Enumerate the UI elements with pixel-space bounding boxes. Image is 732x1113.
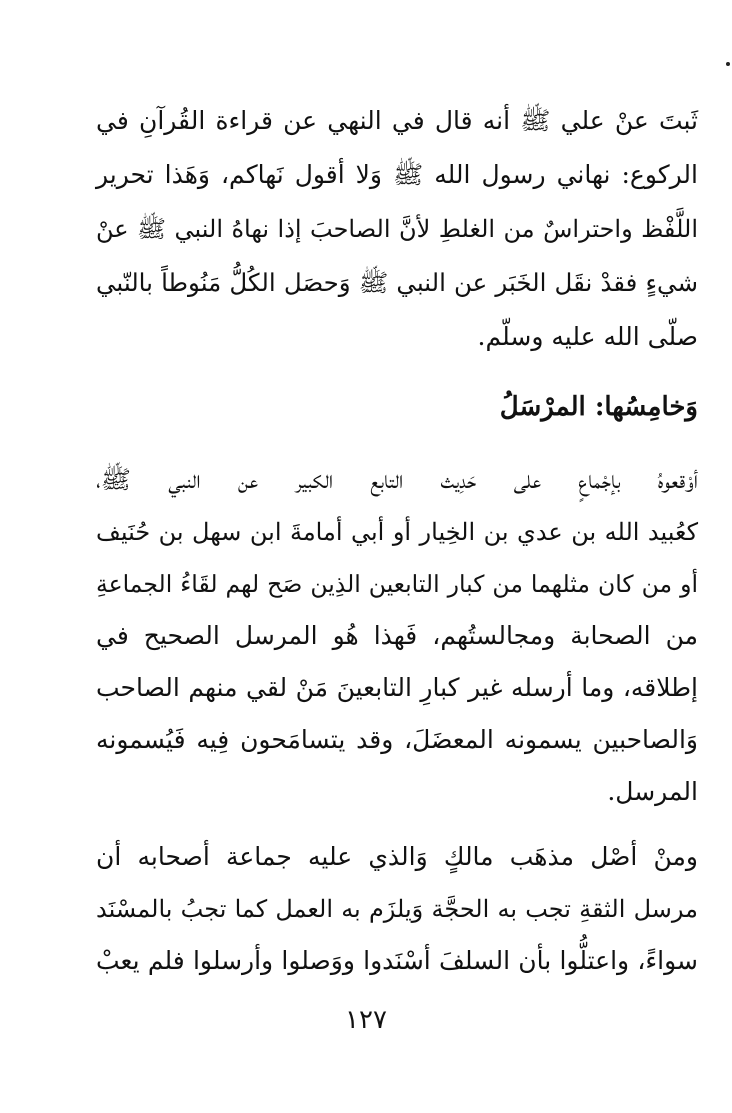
page-number: ١٢٧ — [345, 1005, 387, 1035]
paragraph-line: ثَبتَ عنْ علي ﷺ أنه قال في النهي عن قراءة القُرآنِ في — [96, 106, 698, 135]
paragraph-line: اللَّفْظ واحتراسٌ من الغلطِ لأنَّ الصاحبَ إذا نهاهُ النبي ﷺ عنْ — [96, 215, 698, 243]
paragraph-line: صلّى الله عليه وسلّم. — [477, 322, 698, 351]
paragraph-line: أو من كان مثلهما من كبار التابعين الذِين صَح لهم لقَاءُ الجماعةِ — [96, 570, 698, 598]
paragraph-line: كعُبيد الله بن عدي بن الخِيار أو أبي أمامةَ ابن سهل بن حُنَيف — [96, 518, 698, 546]
paragraph-line: شيءٍ فقدْ نقَل الخَبَر عن النبي ﷺ وَحصَل الكُلُّ مَنُوطاً بالنّبي — [96, 268, 698, 297]
paragraph-line: من الصحابة ومجالستُهم، فَهذا هُو المرسل الصحيح في — [96, 621, 698, 650]
edge-mark — [726, 62, 730, 66]
paragraph-line: ومنْ أصْل مذهَب مالكٍ وَالذي عليه جماعة أصحابه أن — [96, 842, 698, 871]
paragraph-line: سواءً، واعتلُّوا بأن السلفَ أسْنَدوا ووَصلوا وأرسلوا فلم يعبْ — [96, 946, 698, 975]
paragraph-line: الركوع: نهاني رسول الله ﷺ وَلا أقول نَهاكم، وَهَذا تحرير — [96, 160, 698, 189]
paragraph-line: وَالصاحبين يسمونه المعضَلَ، وقد يتسامَحون فِيه فَيُسمونه — [96, 725, 698, 754]
paragraph-line: أوْقعوهُ بإجْماعٍ على حَدِيث التابع الكبير عن النبي ﷺ، — [96, 465, 698, 494]
paragraph-line: مرسل الثقةِ تجب به الحجَّة وَيلزَم به العمل كما تجبُ بالمسْنَد — [96, 895, 698, 923]
paragraph-line: إطلاقه، وما أرسله غير كبارِ التابعينَ مَنْ لقي منهم الصاحب — [96, 673, 698, 702]
paragraph-line: المرسل. — [607, 777, 698, 806]
section-heading: وَخامِسُها: المرْسَلُ — [499, 392, 698, 422]
